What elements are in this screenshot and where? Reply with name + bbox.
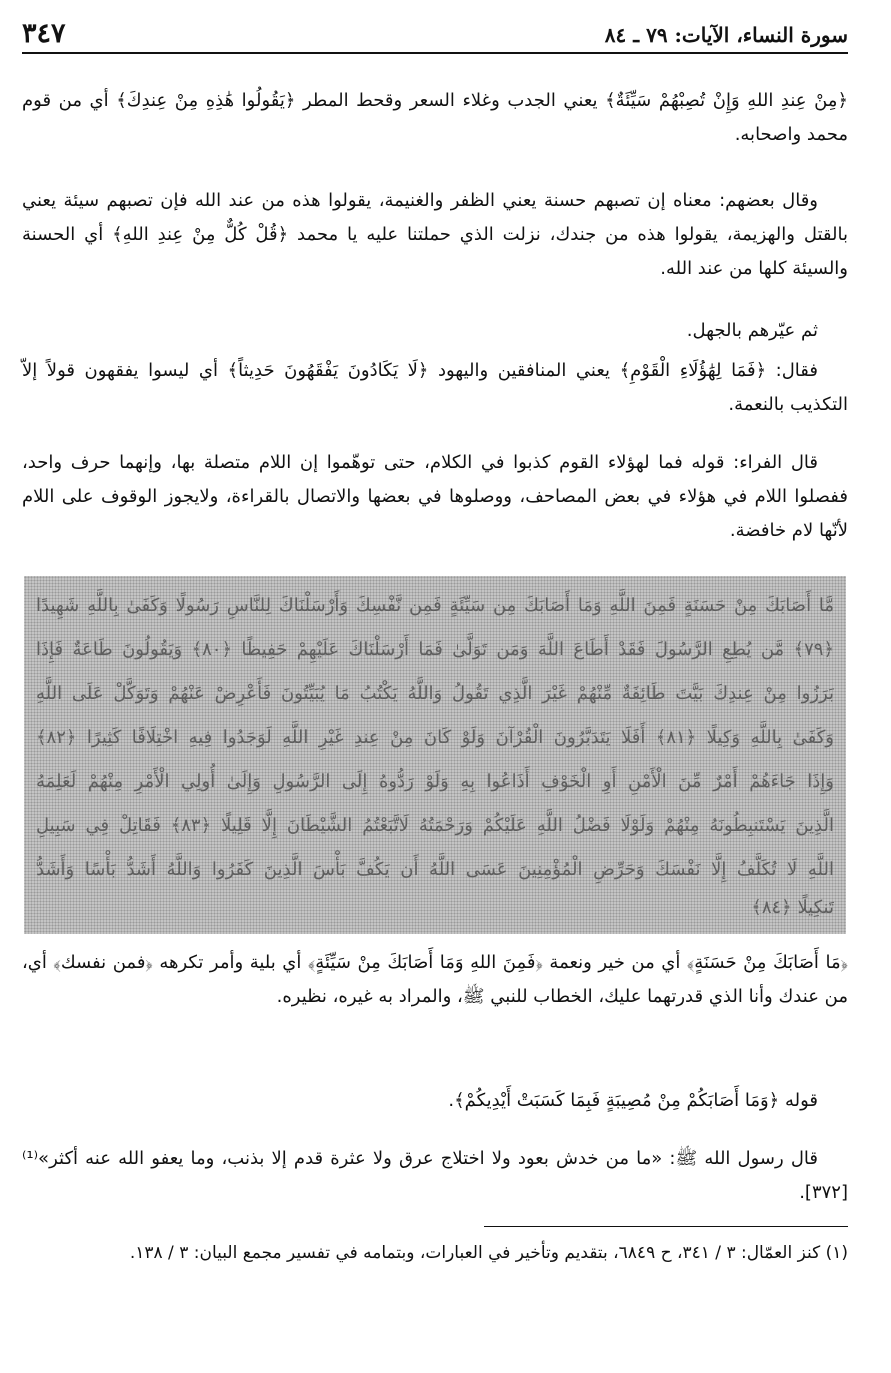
- quran-line: تَنكِيلًا ﴿٨٤﴾: [751, 897, 834, 918]
- paragraph: [22, 446, 848, 548]
- paragraph-text: ثم عيّرهم بالجهل.: [686, 320, 818, 341]
- footnote-rule: [484, 1226, 848, 1227]
- paragraph-text: قوله ﴿وَمَا أَصَابَكُمْ مِنْ مُصِيبَةٍ فَبِمَا كَسَبَتْ أَيْدِيكُمْ﴾.: [448, 1090, 818, 1111]
- paragraph-text: ﴿مِنْ عِندِ اللهِ وَإِنْ تُصِبْهُمْ سَيِّئَةٌ﴾ يعني الجدب وغلاء السعر وقحط المطر ﴿يَقُولُوا هَٰذِهِ مِنْ عِندِكَ﴾ أي من قوم محمد واصحابه.: [22, 90, 848, 145]
- paragraph-text: قال رسول الله ﷺ: «ما من خدش بعود ولا اختلاج عرق ولا عثرة قدم إلا بذنب، وما يعفو الله عنه أكثر»⁽¹⁾ [٣٧٢].: [22, 1148, 848, 1203]
- quran-line: اللَّهِ لَا تُكَلَّفُ إِلَّا نَفْسَكَ وَحَرِّضِ الْمُؤْمِنِينَ عَسَى اللَّهُ أَن يَكُفَّ بَأْسَ الَّذِينَ كَفَرُوا وَاللَّهُ أَشَدُّ بَأْسًا وَأَشَدُّ: [36, 859, 834, 880]
- page-number: ٣٤٧: [22, 18, 66, 49]
- paragraph: [22, 84, 848, 152]
- running-title: سورة النساء، الآيات: ٧٩ ـ ٨٤: [604, 23, 848, 47]
- paragraph: [22, 1142, 848, 1210]
- page-header: [22, 14, 848, 48]
- quran-line: وَكَفَىٰ بِاللَّهِ وَكِيلًا ﴿٨١﴾ أَفَلَا يَتَدَبَّرُونَ الْقُرْآنَ وَلَوْ كَانَ مِنْ عِندِ غَيْرِ اللَّهِ لَوَجَدُوا فِيهِ اخْتِلَافًا كَثِيرًا ﴿٨٢﴾: [36, 727, 834, 748]
- quran-line: مَّا أَصَابَكَ مِنْ حَسَنَةٍ فَمِنَ اللَّهِ وَمَا أَصَابَكَ مِن سَيِّئَةٍ فَمِن نَّفْسِكَ وَأَرْسَلْنَاكَ لِلنَّاسِ رَسُولًا وَكَفَىٰ بِاللَّهِ شَهِيدًا: [36, 595, 834, 616]
- quran-line: وَإِذَا جَاءَهُمْ أَمْرٌ مِّنَ الْأَمْنِ أَوِ الْخَوْفِ أَذَاعُوا بِهِ وَلَوْ رَدُّوهُ إِلَى الرَّسُولِ وَإِلَىٰ أُولِي الْأَمْرِ مِنْهُمْ لَعَلِمَهُ: [36, 771, 834, 792]
- footnote: (١) كنز العمّال: ٣ / ٣٤١، ح ٦٨٤٩، بتقديم وتأخير في العبارات، وبتمامه في تفسير مجمع البيان: ٣ / ١٣٨.: [129, 1243, 848, 1263]
- paragraph: [22, 1084, 848, 1118]
- paragraph-text: ﴿مَا أَصَابَكَ مِنْ حَسَنَةٍ﴾ أي من خير ونعمة ﴿فَمِنَ اللهِ وَمَا أَصَابَكَ مِنْ سَيِّئَةٍ﴾ أي بلية وأمر تكرهه ﴿فمن نفسك﴾ أي، من عندك وأنا الذي قدرتهما عليك، الخطاب للنبي ﷺ، والمراد به غيره، نظيره.: [22, 952, 848, 1007]
- quran-line: ﴿٧٩﴾ مَّن يُطِعِ الرَّسُولَ فَقَدْ أَطَاعَ اللَّهَ وَمَن تَوَلَّىٰ فَمَا أَرْسَلْنَاكَ عَلَيْهِمْ حَفِيظًا ﴿٨٠﴾ وَيَقُولُونَ طَاعَةٌ فَإِذَا: [36, 639, 834, 660]
- header-rule: [22, 52, 848, 54]
- paragraph: [22, 946, 848, 1014]
- paragraph: [22, 184, 848, 286]
- paragraph-text: وقال بعضهم: معناه إن تصبهم حسنة يعني الظفر والغنيمة، يقولوا هذه من عند الله فإن تصبهم سيئة يعني بالقتل والهزيمة، يقولوا هذه من جندك، نزلت الذي حملتنا عليه يا محمد ﴿قُلْ كُلٌّ مِنْ عِندِ اللهِ﴾ أي الحسنة والسيئة كلها من عند الله.: [22, 190, 848, 279]
- quran-line: بَرَزُوا مِنْ عِندِكَ بَيَّتَ طَائِفَةٌ مِّنْهُمْ غَيْرَ الَّذِي تَقُولُ وَاللَّهُ يَكْتُبُ مَا يُبَيِّتُونَ فَأَعْرِضْ عَنْهُمْ وَتَوَكَّلْ عَلَى اللَّهِ: [36, 683, 834, 704]
- quran-line: الَّذِينَ يَسْتَنبِطُونَهُ مِنْهُمْ وَلَوْلَا فَضْلُ اللَّهِ عَلَيْكُمْ وَرَحْمَتُهُ لَاتَّبَعْتُمُ الشَّيْطَانَ إِلَّا قَلِيلًا ﴿٨٣﴾ فَقَاتِلْ فِي سَبِيلِ: [36, 815, 834, 836]
- paragraph-text: قال الفراء: قوله فما لهؤلاء القوم كذبوا في الكلام، حتى توهّموا إن اللام متصلة بها، وإنهما حرف واحد، ففصلوا اللام في هؤلاء في بعض المصاحف، ووصلوها في بعضها والاتصال بالقراءة، ولايجوز الوقوف على اللام لأنّها لام خافضة.: [22, 452, 848, 541]
- paragraph-text: فقال: ﴿فَمَا لِهَٰؤُلَاءِ الْقَوْمِ﴾ يعني المنافقين واليهود ﴿لَا يَكَادُونَ يَفْقَهُونَ حَدِيثاً﴾ أي ليسوا يفقهون قولاً إلاّ التكذيب بالنعمة.: [22, 360, 848, 415]
- quran-verses-panel: [24, 576, 846, 934]
- paragraph: [22, 354, 848, 422]
- paragraph: [22, 314, 848, 348]
